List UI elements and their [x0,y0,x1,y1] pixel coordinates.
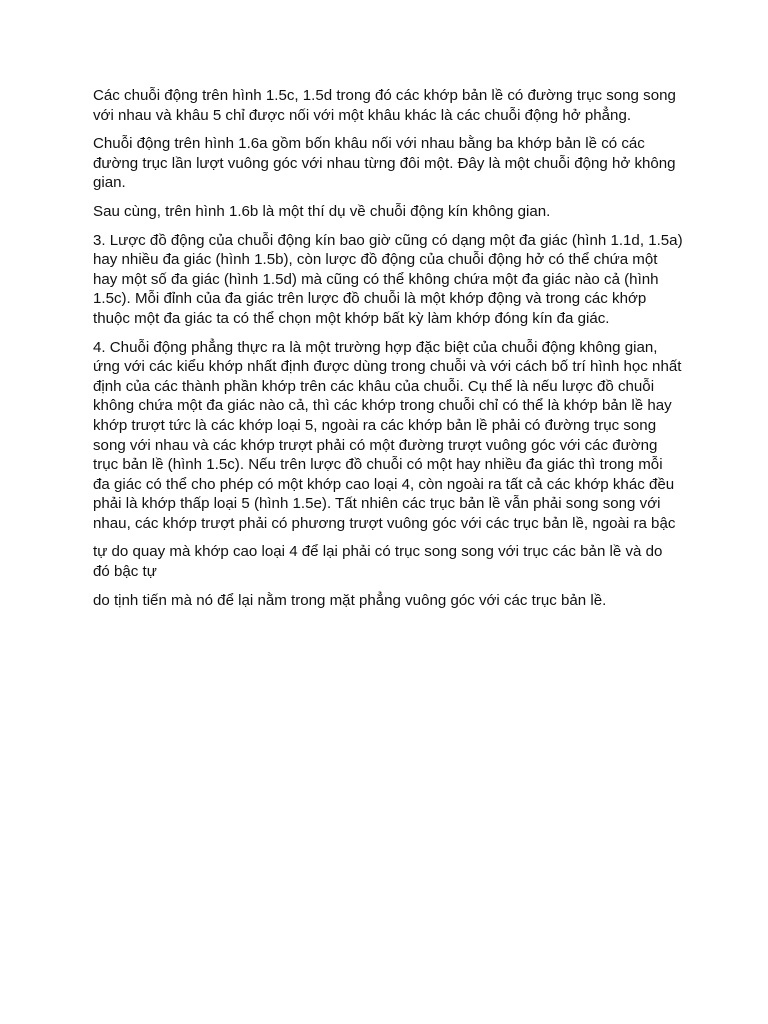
paragraph-5: 4. Chuỗi động phẳng thực ra là một trường hợp đặc biệt của chuỗi động không gian, ứng với các kiểu khớp nhất định được dùng trong chuỗi và với cách bố trí hình học nhất định của các thành phần khớp trên các khâu của chuỗi. Cụ thể là nếu lược đồ chuỗi không chứa một đa giác nào cả, thì các khớp trong chuỗi chỉ có thể là khớp bản lề hay khớp trượt tức là các khớp loại 5, ngoài ra các khớp bản lề phải có đường trục song song với nhau và các khớp trượt phải có một đường trượt vuông góc với các đường trục bản lề (hình 1.5c). Nếu trên lược đồ chuỗi có một hay nhiều đa giác thì trong mỗi đa giác có thể cho phép có một khớp cao loại 4, còn ngoài ra tất cả các khớp khác đều phải là khớp thấp loại 5 (hình 1.5e). Tất nhiên các trục bản lề vẫn phải song song với nhau, các khớp trượt phải có phương trượt vuông góc với các trục bản lề, ngoài ra bậc [93,338,682,532]
paragraph-4: 3. Lược đồ động của chuỗi động kín bao giờ cũng có dạng một đa giác (hình 1.1d, 1.5a) hay nhiều đa giác (hình 1.5b), còn lược đồ động của chuỗi động hở có thể chứa một hay một số đa giác (hình 1.5d) mà cũng có thể không chứa một đa giác nào cả (hình 1.5c). Mỗi đỉnh của đa giác trên lược đồ chuỗi là một khớp động và trong các khớp thuộc một đa giác ta có thể chọn một khớp bất kỳ làm khớp đóng kín đa giác. [93,231,683,327]
paragraph-1: Các chuỗi động trên hình 1.5c, 1.5d trong đó các khớp bản lề có đường trục song song với nhau và khâu 5 chỉ được nối với một khâu khác là các chuỗi động hở phẳng. [93,87,676,124]
paragraph-2: Chuỗi động trên hình 1.6a gồm bốn khâu nối với nhau bằng ba khớp bản lề có các đường trục lần lượt vuông góc với nhau từng đôi một. Đây là một chuỗi động hở không gian. [93,135,676,192]
paragraph-3: Sau cùng, trên hình 1.6b là một thí dụ về chuỗi động kín không gian. [93,202,551,220]
document-body [93,86,683,619]
paragraph-7: do tịnh tiến mà nó để lại nằm trong mặt phẳng vuông góc với các trục bản lề. [93,591,607,609]
paragraph-6: tự do quay mà khớp cao loại 4 để lại phải có trục song song với trục các bản lề và do đó bậc tự [93,543,663,581]
